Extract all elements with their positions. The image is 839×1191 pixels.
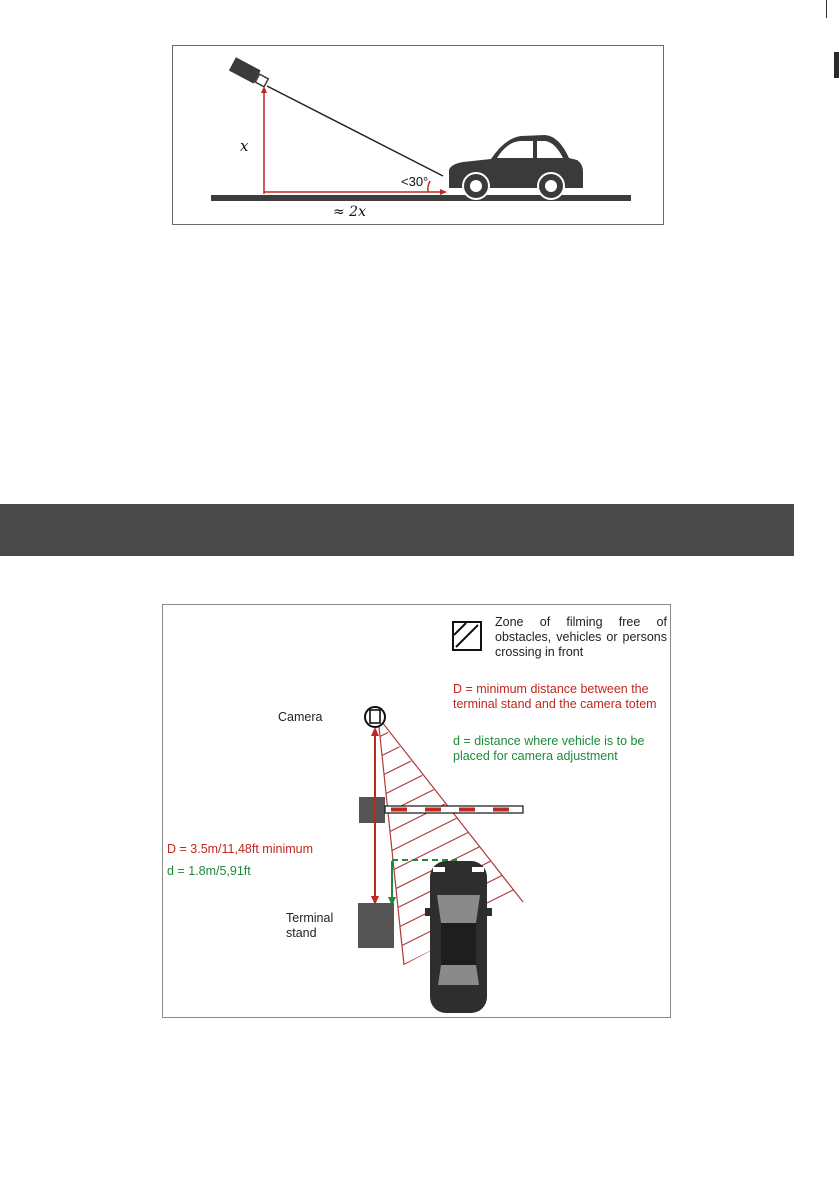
installation-figure xyxy=(162,604,671,1018)
page-edge-tab xyxy=(834,52,839,78)
camera-label: Camera xyxy=(278,710,323,724)
car-icon xyxy=(449,135,583,199)
barrier-post xyxy=(359,797,385,823)
page-edge-line xyxy=(826,0,827,18)
barrier-arm xyxy=(385,806,523,813)
camera-sight-line xyxy=(267,86,443,176)
distance-label: ≈ 2x xyxy=(333,204,366,220)
D-value-label: D = 3.5m/11,48ft minimum xyxy=(167,842,314,856)
camera-angle-figure xyxy=(172,45,664,225)
camera-top-icon xyxy=(365,707,385,727)
height-label: x xyxy=(240,137,249,155)
D-arrow-top-icon xyxy=(371,727,379,736)
section-header-bar xyxy=(0,504,794,556)
legend-D-text: D = minimum distance between the terminal stand and the camera totem xyxy=(453,682,657,711)
legend-zone-text: Zone of filming free of obstacles, vehicles or persons crossing in front xyxy=(495,615,667,659)
d-value-label: d = 1.8m/5,91ft xyxy=(167,864,251,878)
ground-line xyxy=(211,195,631,201)
camera-angle-diagram xyxy=(173,46,663,224)
installation-diagram xyxy=(163,605,670,1017)
angle-label: <30° xyxy=(401,174,429,189)
height-arrow-icon xyxy=(261,86,267,93)
terminal-stand-label: Terminal stand xyxy=(286,911,334,940)
distance-arrow-icon xyxy=(440,189,447,195)
hatch-legend-icon xyxy=(453,622,481,650)
car-top-icon xyxy=(425,861,492,1013)
terminal-stand xyxy=(358,903,394,948)
legend-d-text: d = distance where vehicle is to be placed for camera adjustment xyxy=(453,734,645,763)
camera-icon xyxy=(229,57,268,87)
